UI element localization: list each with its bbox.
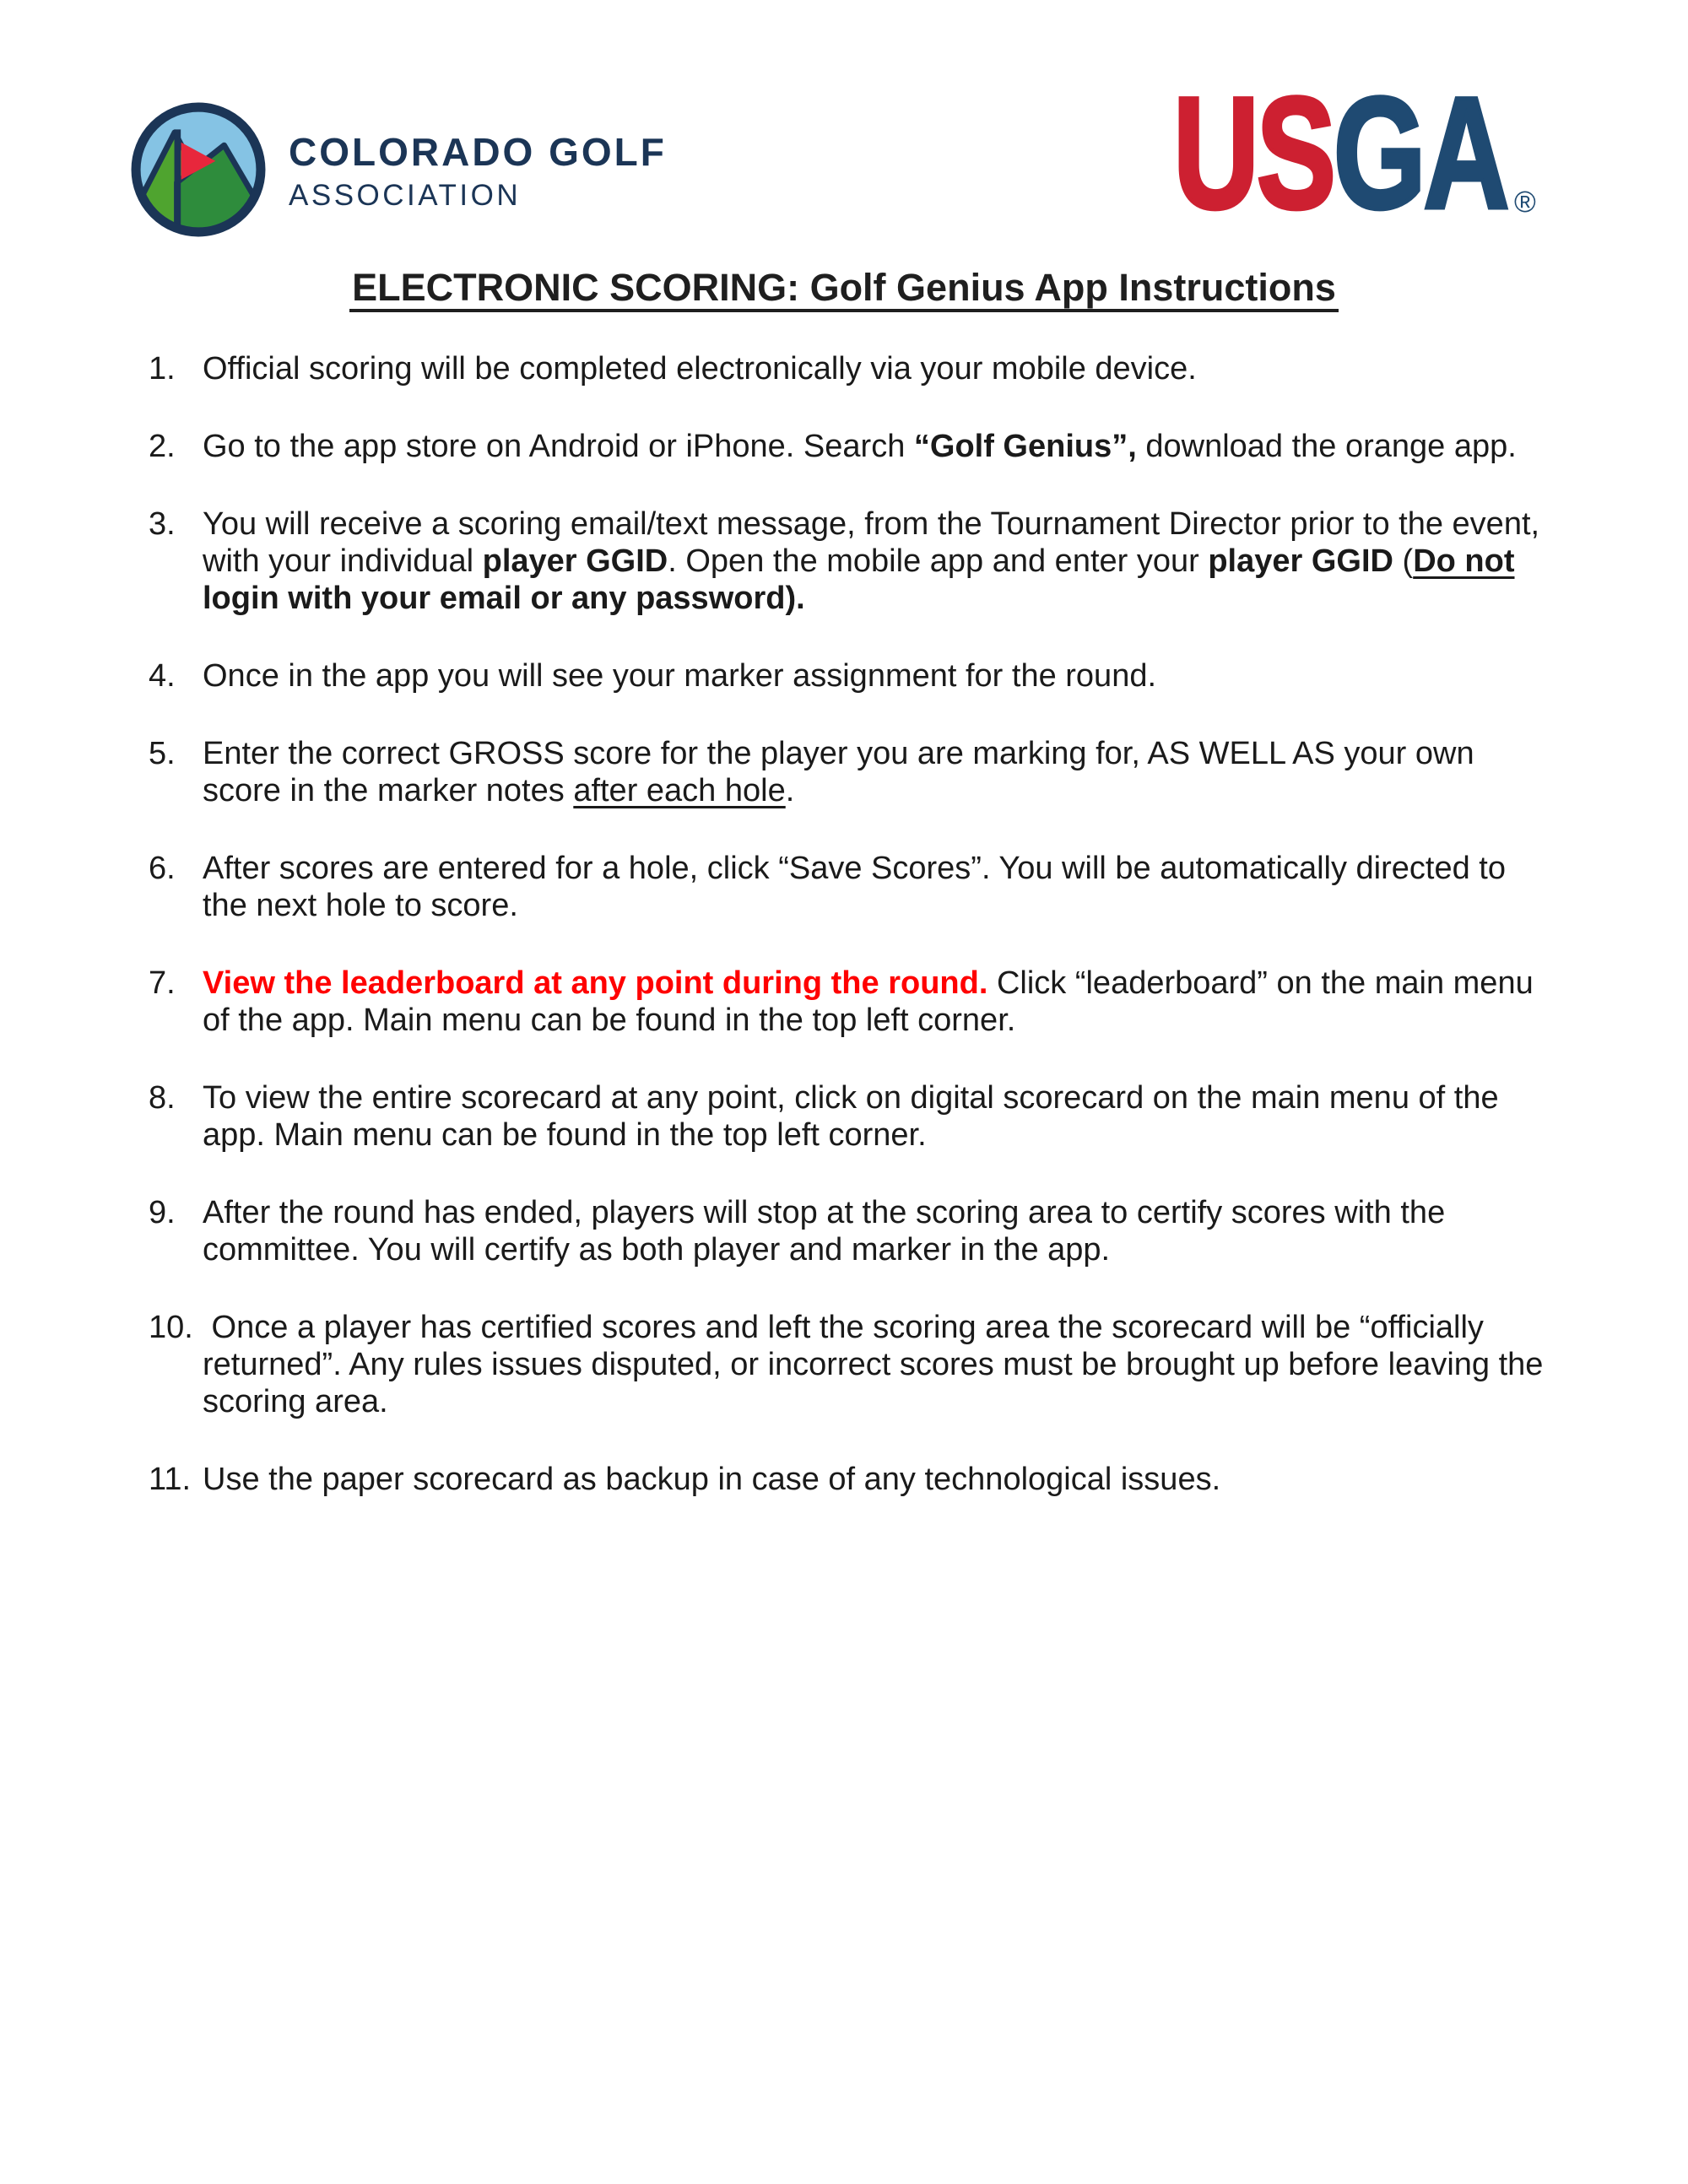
list-item-line: View the leaderboard at any point during the round. Click “leaderboard” on the main menu bbox=[203, 965, 1534, 1001]
list-item bbox=[149, 657, 1637, 695]
list-item-line: of the app. Main menu can be found in the top left corner. bbox=[203, 1003, 1016, 1038]
list-item-number: 8. bbox=[149, 1080, 176, 1116]
list-item-line: the next hole to score. bbox=[203, 888, 518, 923]
colorado-golf-association-wordmark bbox=[289, 131, 667, 212]
list-item-number: 5. bbox=[149, 736, 176, 771]
list-item-line: After scores are entered for a hole, click “Save Scores”. You will be automatically directed to bbox=[203, 851, 1506, 886]
instruction-list bbox=[149, 350, 1637, 1538]
list-item bbox=[149, 735, 1637, 809]
list-item bbox=[149, 1309, 1637, 1420]
list-item-line: You will receive a scoring email/text message, from the Tournament Director prior to the event, bbox=[203, 506, 1540, 542]
list-item-line: committee. You will certify as both player and marker in the app. bbox=[203, 1232, 1111, 1268]
list-item-text bbox=[203, 657, 1637, 695]
list-item bbox=[149, 1461, 1637, 1498]
list-item-text bbox=[203, 350, 1637, 387]
list-item-number: 6. bbox=[149, 851, 176, 886]
list-item-line: Official scoring will be completed electronically via your mobile device. bbox=[203, 351, 1197, 387]
colorado-golf-association-logo-icon bbox=[127, 98, 270, 241]
list-item-line: To view the entire scorecard at any point, click on digital scorecard on the main menu of the bbox=[203, 1080, 1499, 1116]
list-item bbox=[149, 428, 1637, 465]
list-item bbox=[149, 965, 1637, 1039]
list-item-text bbox=[203, 428, 1637, 465]
list-item-number: 10. bbox=[149, 1310, 193, 1345]
usga-ga-letters: GA bbox=[1333, 64, 1507, 241]
list-item bbox=[149, 1079, 1637, 1154]
cga-name-line2: ASSOCIATION bbox=[289, 179, 522, 212]
registered-trademark-icon: ® bbox=[1514, 186, 1536, 219]
cga-name-line1: COLORADO GOLF bbox=[289, 130, 667, 174]
list-item-line: login with your email or any password). bbox=[203, 581, 805, 616]
list-item-number: 2. bbox=[149, 429, 176, 464]
list-item-text bbox=[203, 1079, 1637, 1154]
list-item bbox=[149, 505, 1637, 617]
list-item-line: score in the marker notes after each hole. bbox=[203, 773, 795, 808]
usga-us-letters: US bbox=[1173, 64, 1334, 241]
page-title: ELECTRONIC SCORING: Golf Genius App Instructions bbox=[349, 268, 1339, 312]
list-item-number: 7. bbox=[149, 965, 176, 1001]
list-item-number: 4. bbox=[149, 658, 176, 694]
usga-logo bbox=[1173, 64, 1507, 241]
list-item-line: scoring area. bbox=[203, 1384, 388, 1419]
list-item-line: Once in the app you will see your marker assignment for the round. bbox=[203, 658, 1157, 694]
list-item-text bbox=[203, 1309, 1637, 1420]
list-item-line: Enter the correct GROSS score for the player you are marking for, AS WELL AS your own bbox=[203, 736, 1474, 771]
list-item-line: with your individual player GGID. Open the mobile app and enter your player GGID (Do not bbox=[203, 543, 1515, 579]
list-item-line: Use the paper scorecard as backup in case of any technological issues. bbox=[203, 1462, 1221, 1497]
list-item-number: 9. bbox=[149, 1195, 176, 1230]
list-item-line: Once a player has certified scores and left the scoring area the scorecard will be “officially bbox=[203, 1310, 1484, 1345]
list-item-text bbox=[203, 850, 1637, 924]
list-item-line: After the round has ended, players will stop at the scoring area to certify scores with the bbox=[203, 1195, 1446, 1230]
list-item-number: 3. bbox=[149, 506, 176, 542]
list-item-number: 11. bbox=[149, 1462, 192, 1497]
title-row bbox=[0, 268, 1688, 312]
list-item-text bbox=[203, 965, 1637, 1039]
list-item-text bbox=[203, 505, 1637, 617]
list-item-number: 1. bbox=[149, 351, 176, 387]
list-item bbox=[149, 850, 1637, 924]
list-item-line: app. Main menu can be found in the top left corner. bbox=[203, 1117, 927, 1153]
list-item-text bbox=[203, 1461, 1637, 1498]
list-item-text bbox=[203, 1194, 1637, 1268]
list-item-text bbox=[203, 735, 1637, 809]
list-item-line: Go to the app store on Android or iPhone. Search “Golf Genius”, download the orange app. bbox=[203, 429, 1517, 464]
list-item bbox=[149, 350, 1637, 387]
list-item-line: returned”. Any rules issues disputed, or incorrect scores must be brought up before leaving the bbox=[203, 1347, 1544, 1382]
list-item bbox=[149, 1194, 1637, 1268]
